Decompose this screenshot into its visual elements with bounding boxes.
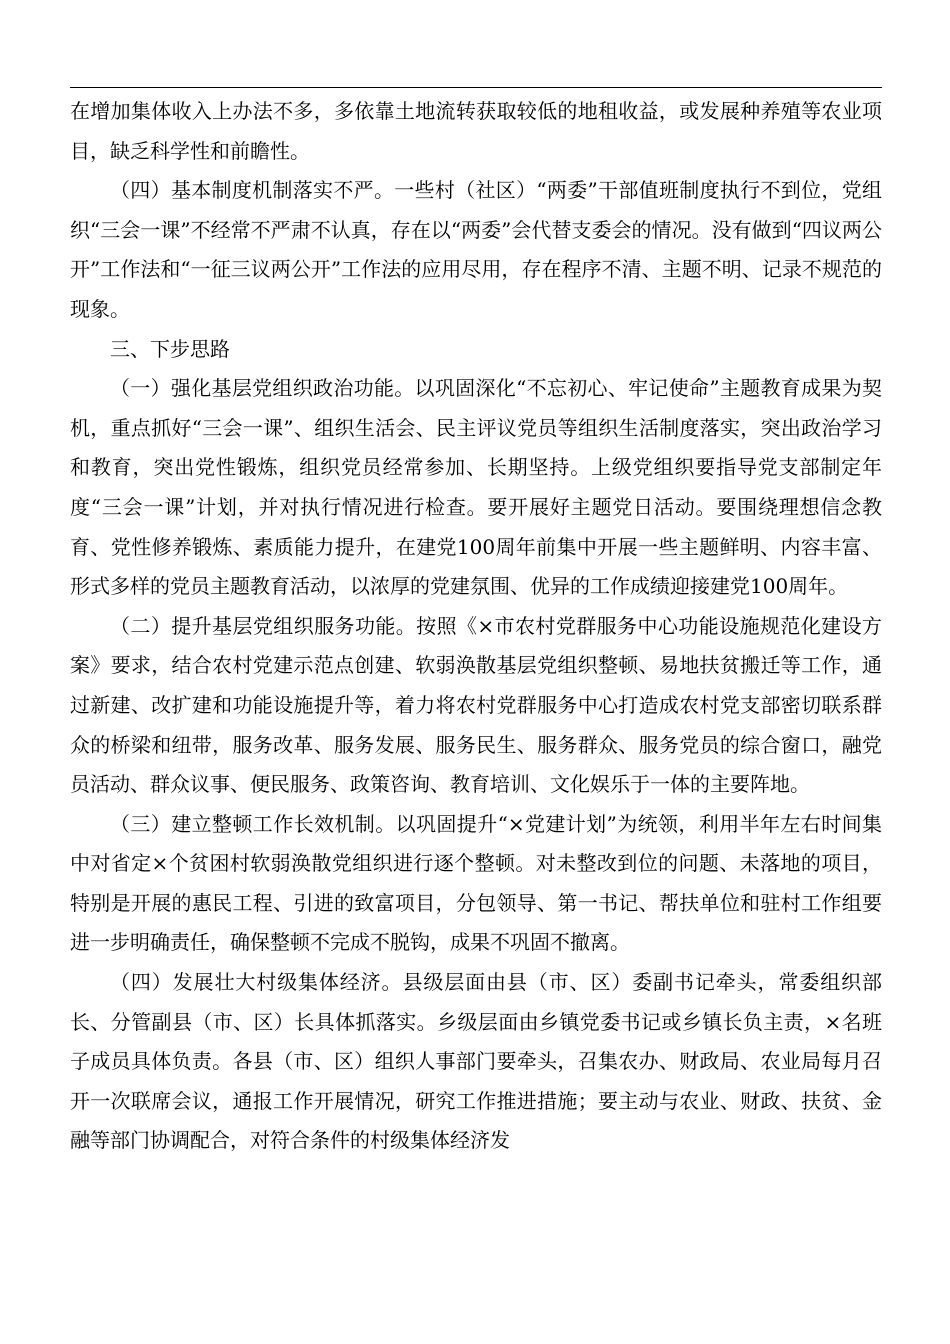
paragraph-two-service: （二）提升基层党组织服务功能。按照《×市农村党群服务中心功能设施规范化建设方案》要求，结合农村党建示范点创建、软弱涣散基层党组织整顿、易地扶贫搬迁等工作，通过新建、改扩建和功能设施提升等，着力将农村党群服务中心打造成农村党支部密切联系群众的桥梁和纽带，服务改革、服务发展、服务民生、服务群众、服务党员的综合窗口，融党员活动、群众议事、便民服务、政策咨询、教育培训、文化娱乐于一体的主要阵地。 [70,613,882,797]
paragraph-three-mechanism: （三）建立整顿工作长效机制。以巩固提升“×党建计划”为统领，利用半年左右时间集中对省定×个贫困村软弱涣散党组织进行逐个整顿。对未整改到位的问题、未落地的项目，特别是开展的惠民工程、引进的致富项目，分包领导、第一书记、帮扶单位和驻村工作组要进一步明确责任，确保整顿不完成不脱钩，成果不巩固不撤离。 [70,811,882,955]
paragraph-one-political: （一）强化基层党组织政治功能。以巩固深化“不忘初心、牢记使命”主题教育成果为契机，重点抓好“三会一课”、组织生活会、民主评议党员等组织生活制度落实，突出政治学习和教育，突出党性锻炼，组织党员经常参加、长期坚持。上级党组织要指导党支部制定年度“三会一课”计划，并对执行情况进行检查。要开展好主题党日活动。要围绕理想信念教育、党性修养锻炼、素质能力提升，在建党100周年前集中开展一些主题鲜明、内容丰富、形式多样的党员主题教育活动，以浓厚的党建氛围、优异的工作成绩迎接建党100周年。 [70,376,882,599]
paragraph-continuation: 在增加集体收入上办法不多，多依靠土地流转获取较低的地租收益，或发展种养殖等农业项目，缺乏科学性和前瞻性。 [70,99,882,163]
document-body [70,92,882,1161]
paragraph-four-system: （四）基本制度机制落实不严。一些村（社区）“两委”干部值班制度执行不到位，党组织“三会一课”不经常不严肃不认真，存在以“两委”会代替支委会的情况。没有做到“四议两公开”工作法和“一征三议两公开”工作法的应用尽用，存在程序不清、主题不明、记录不规范的现象。 [70,178,882,321]
header-rule [70,87,882,88]
paragraph-four-economy: （四）发展壮大村级集体经济。县级层面由县（市、区）委副书记牵头，常委组织部长、分管副县（市、区）长具体抓落实。乡级层面由乡镇党委书记或乡镇长负主责，×名班子成员具体负责。各县（市、区）组织人事部门要牵头，召集农办、财政局、农业局每月召开一次联席会议，通报工作开展情况，研究工作推进措施；要主动与农业、财政、扶贫、金融等部门协调配合，对符合条件的村级集体经济发 [70,970,882,1153]
section-heading-next-steps: 三、下步思路 [110,336,230,361]
